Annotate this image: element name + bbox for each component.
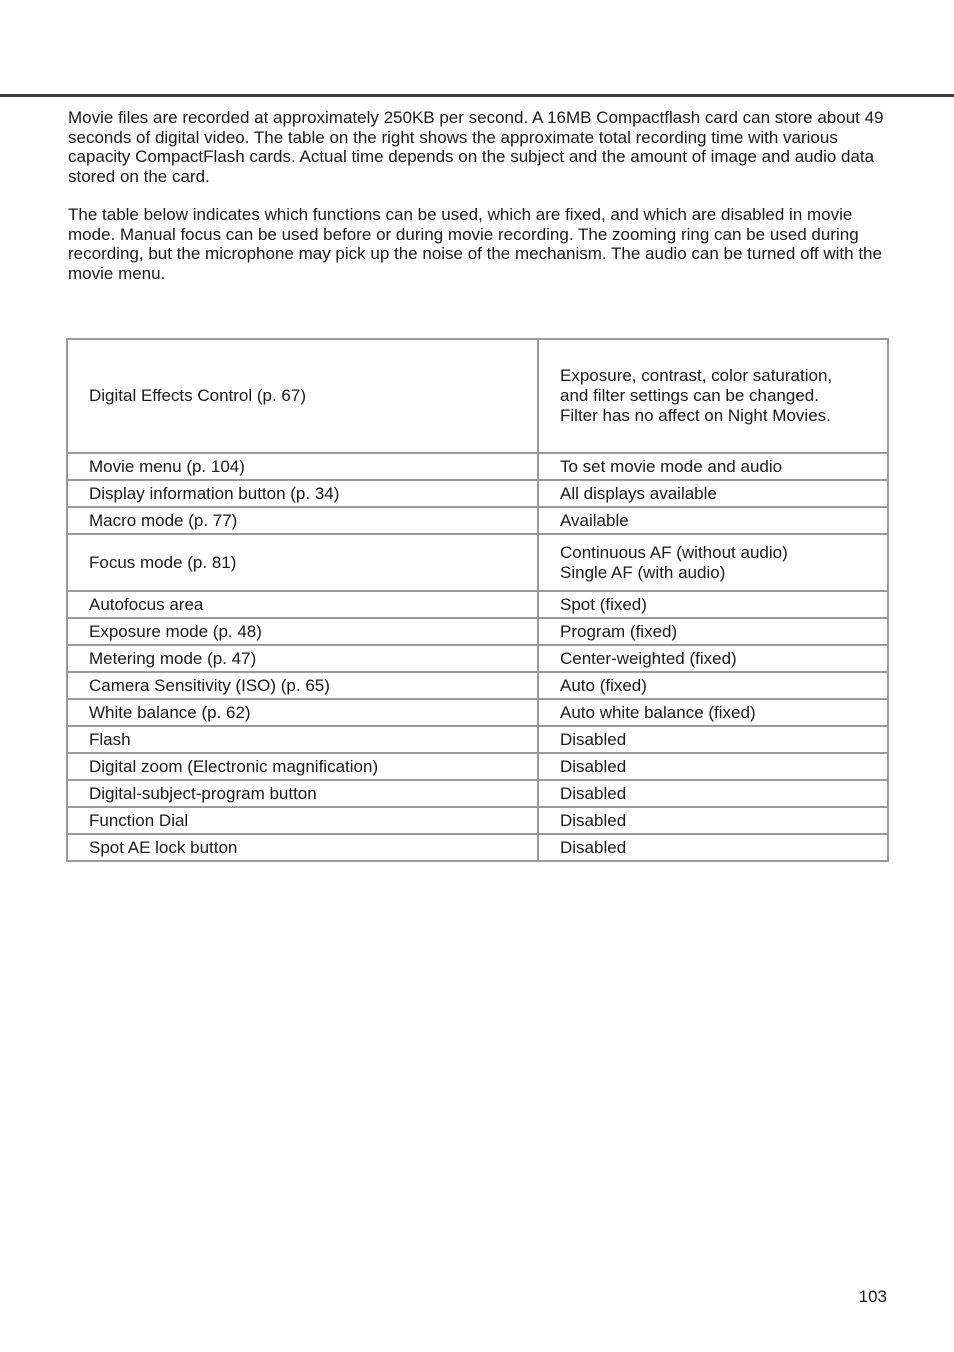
table-row [67,672,888,699]
intro-paragraph-2: The table below indicates which functions can be used, which are fixed, and which are disabled in movie mode. Manual focus can be used before or during movie recording. The zooming ring can be used during recording, but the microphone may pick up the noise of the mechanism. The audio can be turned off with the movie menu. [68,205,882,283]
movie-functions-table [66,338,889,862]
function-cell: Function Dial [67,807,538,834]
table-row [67,726,888,753]
status-cell: Auto white balance (fixed) [538,699,888,726]
status-cell: Disabled [538,807,888,834]
status-cell: Spot (fixed) [538,591,888,618]
status-cell: Disabled [538,753,888,780]
status-cell: Program (fixed) [538,618,888,645]
status-cell [538,339,888,453]
status-cell: All displays available [538,480,888,507]
function-cell: Movie menu (p. 104) [67,453,538,480]
status-cell: Disabled [538,780,888,807]
function-cell: Camera Sensitivity (ISO) (p. 65) [67,672,538,699]
function-cell: Spot AE lock button [67,834,538,861]
intro-text [68,108,888,302]
function-cell: Digital zoom (Electronic magnification) [67,753,538,780]
function-cell: Metering mode (p. 47) [67,645,538,672]
status-cell [538,534,888,591]
function-cell: Flash [67,726,538,753]
table-row [67,507,888,534]
status-cell: Available [538,507,888,534]
table-row [67,699,888,726]
function-cell: White balance (p. 62) [67,699,538,726]
page-number: 103 [858,1287,887,1306]
table-row [67,645,888,672]
status-line: Single AF (with audio) [560,562,726,582]
table-row [67,618,888,645]
status-line: Filter has no affect on Night Movies. [560,406,831,425]
function-cell: Focus mode (p. 81) [67,534,538,591]
table-row [67,480,888,507]
function-cell: Digital Effects Control (p. 67) [67,339,538,453]
table-row [67,591,888,618]
intro-paragraph-1: Movie files are recorded at approximately 250KB per second. A 16MB Compactflash card can store about 49 seconds of digital video. The table on the right shows the approximate total recording time with various capacity CompactFlash cards. Actual time depends on the subject and the amount of image and audio data stored on the card. [68,108,884,186]
table-row [67,534,888,591]
table-row [67,807,888,834]
function-cell: Exposure mode (p. 48) [67,618,538,645]
status-cell: Disabled [538,834,888,861]
status-line: Continuous AF (without audio) [560,542,788,562]
status-cell: Center-weighted (fixed) [538,645,888,672]
function-cell: Macro mode (p. 77) [67,507,538,534]
function-cell: Autofocus area [67,591,538,618]
status-cell: Auto (fixed) [538,672,888,699]
function-cell: Display information button (p. 34) [67,480,538,507]
table-row [67,453,888,480]
status-line: Exposure, contrast, color saturation, [560,366,833,385]
status-line: and filter settings can be changed. [560,386,819,405]
header-rule [0,94,954,97]
status-cell: To set movie mode and audio [538,453,888,480]
table-row [67,339,888,453]
table-row [67,753,888,780]
status-cell: Disabled [538,726,888,753]
table-row [67,780,888,807]
table-row [67,834,888,861]
function-cell: Digital-subject-program button [67,780,538,807]
